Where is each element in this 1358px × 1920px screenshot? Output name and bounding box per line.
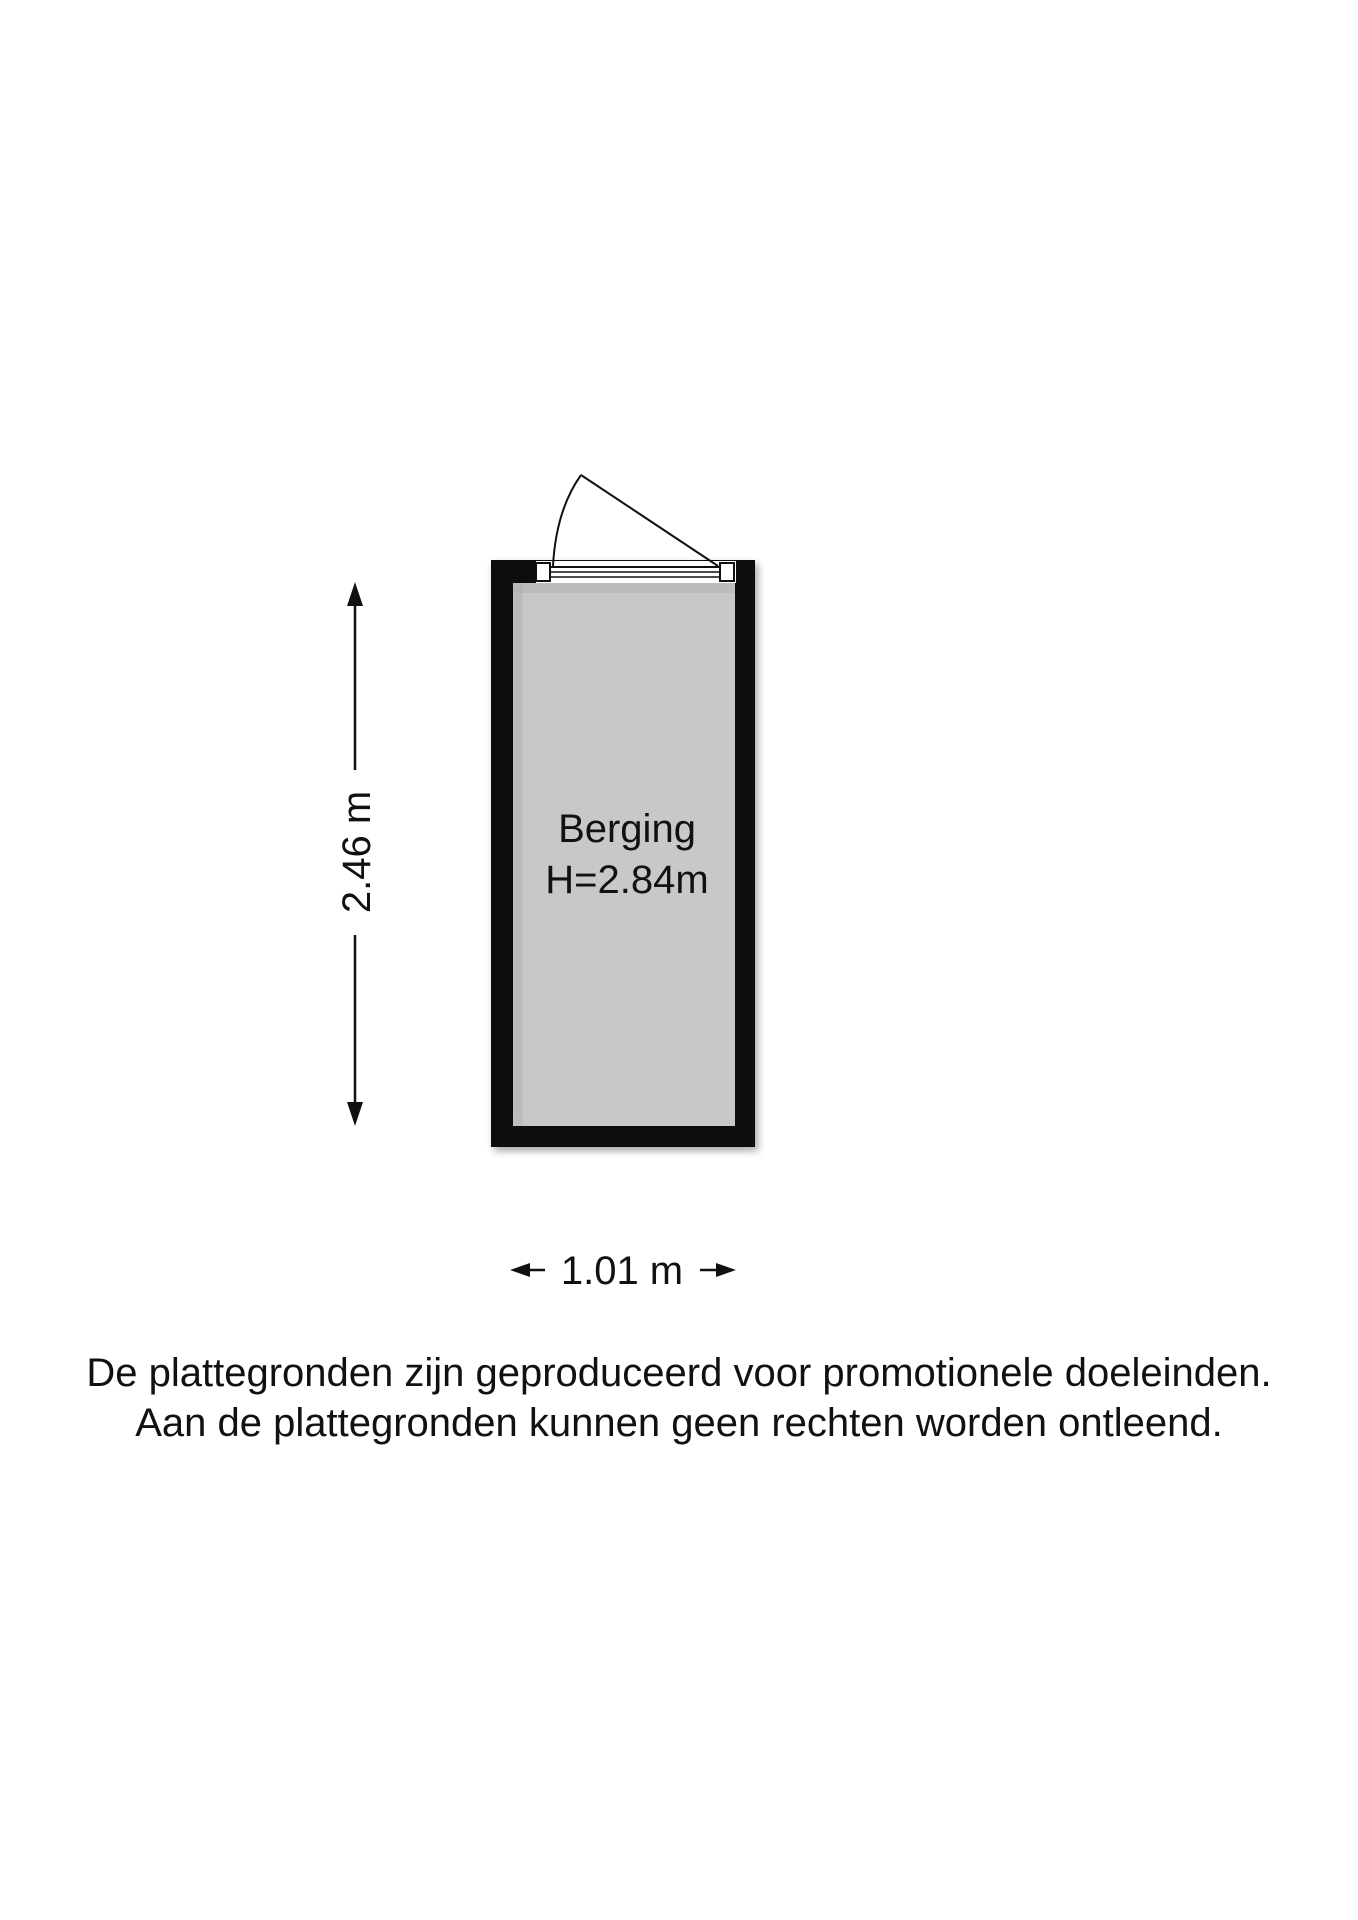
arrow-up-icon	[347, 582, 363, 606]
floor-shadow-top	[513, 583, 735, 593]
dimension-vertical-label: 2.46 m	[335, 790, 379, 914]
dimension-vertical	[335, 582, 379, 1126]
dimension-horizontal-label: 1.01 m	[560, 1249, 684, 1293]
disclaimer-line-2: Aan de plattegronden kunnen geen rechten worden ontleend.	[135, 1401, 1223, 1445]
room-height: H=2.84m	[545, 858, 709, 902]
door-jamb-right	[720, 563, 734, 581]
disclaimer	[0, 1348, 1358, 1448]
dimension-horizontal	[510, 1249, 736, 1293]
arrow-down-icon	[347, 1102, 363, 1126]
door-jamb-left	[536, 563, 550, 581]
arrow-left-icon	[510, 1263, 530, 1277]
room-floor	[513, 583, 735, 1126]
door-leaf	[581, 475, 718, 566]
arrow-right-icon	[716, 1263, 736, 1277]
floor-shadow-left	[513, 583, 523, 1126]
door	[536, 475, 736, 583]
door-swing-arc	[553, 475, 581, 566]
disclaimer-line-1: De plattegronden zijn geproduceerd voor promotionele doeleinden.	[86, 1351, 1272, 1395]
room-name: Berging	[558, 807, 696, 851]
